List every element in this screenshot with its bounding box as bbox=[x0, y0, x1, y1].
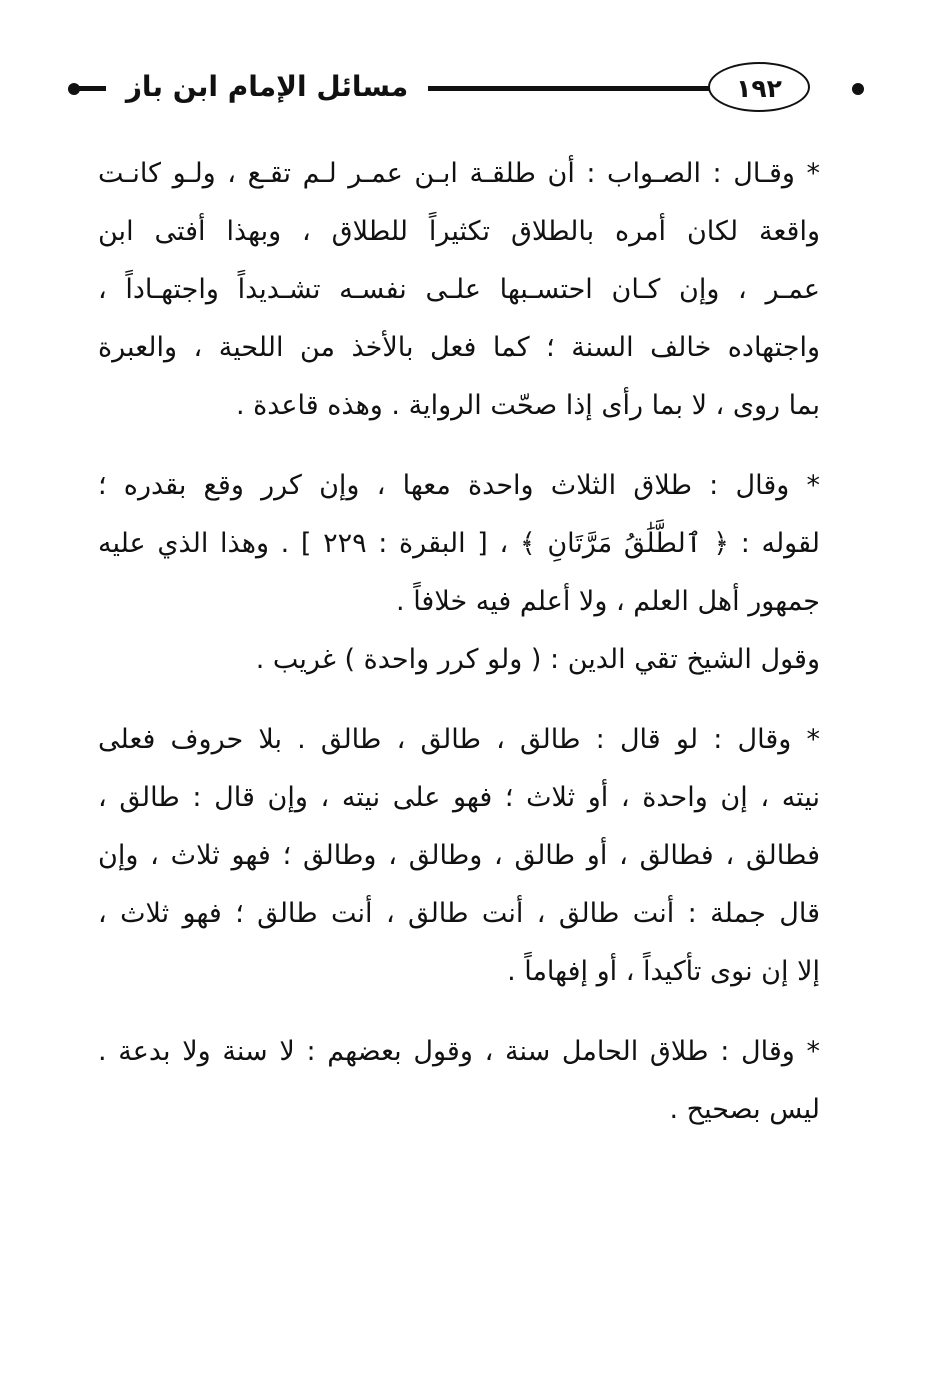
paragraph bbox=[98, 457, 820, 689]
text-line: * وقـال : الصـواب : أن طلقـة ابـن عمـر لـم تقـع ، ولـو كانـت bbox=[98, 158, 820, 189]
text-line: فطالق ، فطالق ، أو طالق ، وطالق ، وطالق ؛ فهو ثلاث ، وإن bbox=[98, 840, 820, 871]
text-line: نيته ، إن واحدة ، أو ثلاث ؛ فهو على نيته ، وإن قال : طالق ، bbox=[98, 782, 820, 813]
text-line: بما روى ، لا بما رأى إذا صحّت الرواية . وهذه قاعدة . bbox=[235, 390, 820, 421]
text-line: * وقال : لو قال : طالق ، طالق ، طالق . بلا حروف فعلى bbox=[98, 724, 820, 755]
page-body bbox=[98, 145, 820, 1139]
header-rule bbox=[76, 86, 106, 91]
text-line: * وقال : طلاق الثلاث واحدة معها ، وإن كرر وقع بقدره ؛ bbox=[98, 470, 820, 501]
text-line: وقول الشيخ تقي الدين : ( ولو كرر واحدة ) غريب . bbox=[255, 644, 820, 675]
text-line: إلا إن نوى تأكيداً ، أو إفهاماً . bbox=[507, 956, 820, 987]
header-ornament-dot bbox=[852, 83, 864, 95]
paragraph bbox=[98, 1023, 820, 1139]
text-line: عمـر ، وإن كـان احتسـبها علـى نفسـه تشـديداً واجتهـاداً ، bbox=[98, 274, 820, 305]
paragraph bbox=[98, 711, 820, 1001]
text-line: لقوله : ﴿ ٱلطَّلَٰقُ مَرَّتَانِ ﴾ ، [ البقرة : ٢٢٩ ] . وهذا الذي عليه bbox=[98, 528, 821, 559]
page-number: ١٩٢ bbox=[708, 62, 810, 112]
text-line: واجتهاده خالف السنة ؛ كما فعل بالأخذ من اللحية ، والعبرة bbox=[98, 332, 820, 363]
text-line: * وقال : طلاق الحامل سنة ، وقول بعضهم : لا سنة ولا بدعة . bbox=[98, 1036, 820, 1067]
book-title: مسائل الإمام ابن باز bbox=[125, 70, 409, 103]
text-line: قال جملة : أنت طالق ، أنت طالق ، أنت طالق ؛ فهو ثلاث ، bbox=[98, 898, 820, 929]
text-line: واقعة لكان أمره بالطلاق تكثيراً للطلاق ، وبهذا أفتى ابن bbox=[98, 216, 820, 247]
running-header bbox=[68, 62, 864, 120]
text-line: جمهور أهل العلم ، ولا أعلم فيه خلافاً . bbox=[396, 586, 820, 617]
text-line: ليس بصحيح . bbox=[669, 1094, 820, 1125]
paragraph bbox=[98, 145, 820, 435]
